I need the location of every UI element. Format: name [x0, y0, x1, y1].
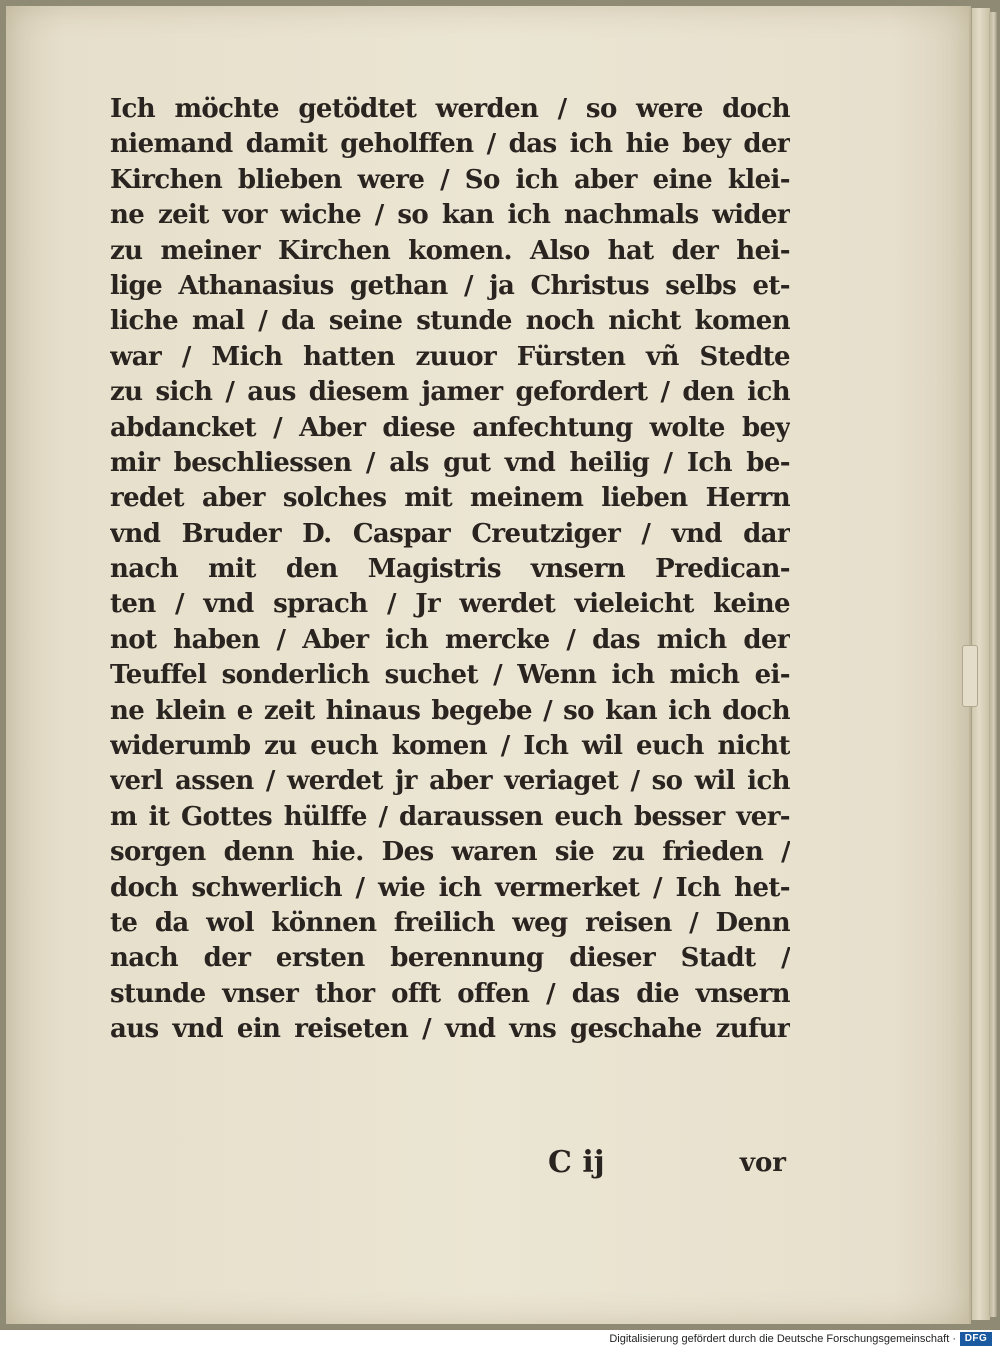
body-text	[110, 92, 790, 1048]
text-line: nach der ersten berennung dieser Stadt /	[110, 943, 790, 974]
text-line: ne klein e zeit hinaus begebe / so kan ich doch	[110, 695, 790, 726]
text-line: ten / vnd sprach / Jr werdet vieleicht keine	[110, 589, 790, 620]
text-line: te da wol können freilich weg reisen / Denn	[110, 907, 790, 938]
text-line: aus vnd ein reiseten / vnd vns geschahe zufur	[110, 1014, 790, 1045]
text-line: doch schwerlich / wie ich vermerket / Ich het-	[110, 872, 790, 903]
text-line: Ich möchte getödtet werden / so were doch	[110, 94, 790, 124]
text-line: niemand damit geholffen / das ich hie bey der	[110, 129, 790, 160]
text-line: war / Mich hatten zuuor Fürsten vñ Stedte	[110, 341, 790, 372]
page-tab-marker	[962, 645, 978, 707]
page-footer	[110, 1143, 790, 1183]
catchword: vor	[739, 1148, 786, 1178]
text-line: redet aber solches mit meinem lieben Herrn	[110, 483, 790, 514]
text-line: stunde vnser thor offt offen / das die vnsern	[110, 978, 790, 1009]
text-line: zu meiner Kirchen komen. Also hat der hei-	[110, 235, 790, 266]
text-line: widerumb zu euch komen / Ich wil euch nicht	[110, 731, 790, 762]
text-line: Kirchen blieben were / So ich aber eine klei-	[110, 164, 790, 195]
text-line: Teuffel sonderlich suchet / Wenn ich mich ei-	[110, 660, 790, 691]
page-edge-back	[989, 12, 997, 1317]
funding-bar	[0, 1330, 1000, 1349]
text-line: not haben / Aber ich mercke / das mich der	[110, 624, 790, 655]
text-line: ne zeit vor wiche / so kan ich nachmals wider	[110, 200, 790, 231]
text-line: vnd Bruder D. Caspar Creutziger / vnd dar	[110, 518, 790, 549]
text-line: liche mal / da seine stunde noch nicht komen	[110, 306, 790, 337]
text-line: nach mit den Magistris vnsern Predican-	[110, 554, 790, 585]
text-line: mir beschliessen / als gut vnd heilig / Ich be-	[110, 447, 790, 478]
text-line: abdancket / Aber diese anfechtung wolte bey	[110, 412, 790, 443]
funding-credit: Digitalisierung gefördert durch die Deutsche Forschungsgemeinschaft ·	[609, 1333, 956, 1345]
signature-mark: C ij	[548, 1145, 605, 1180]
dfg-logo[interactable]: DFG	[960, 1332, 992, 1346]
text-line: m it Gottes hülffe / daraussen euch besser ver-	[110, 801, 790, 832]
text-line: verl assen / werdet jr aber veriaget / so wil ich	[110, 766, 790, 797]
text-line: zu sich / aus diesem jamer gefordert / den ich	[110, 377, 790, 408]
text-line: lige Athanasius gethan / ja Christus selbs et-	[110, 270, 790, 301]
text-line: sorgen denn hie. Des waren sie zu frieden /	[110, 837, 790, 868]
